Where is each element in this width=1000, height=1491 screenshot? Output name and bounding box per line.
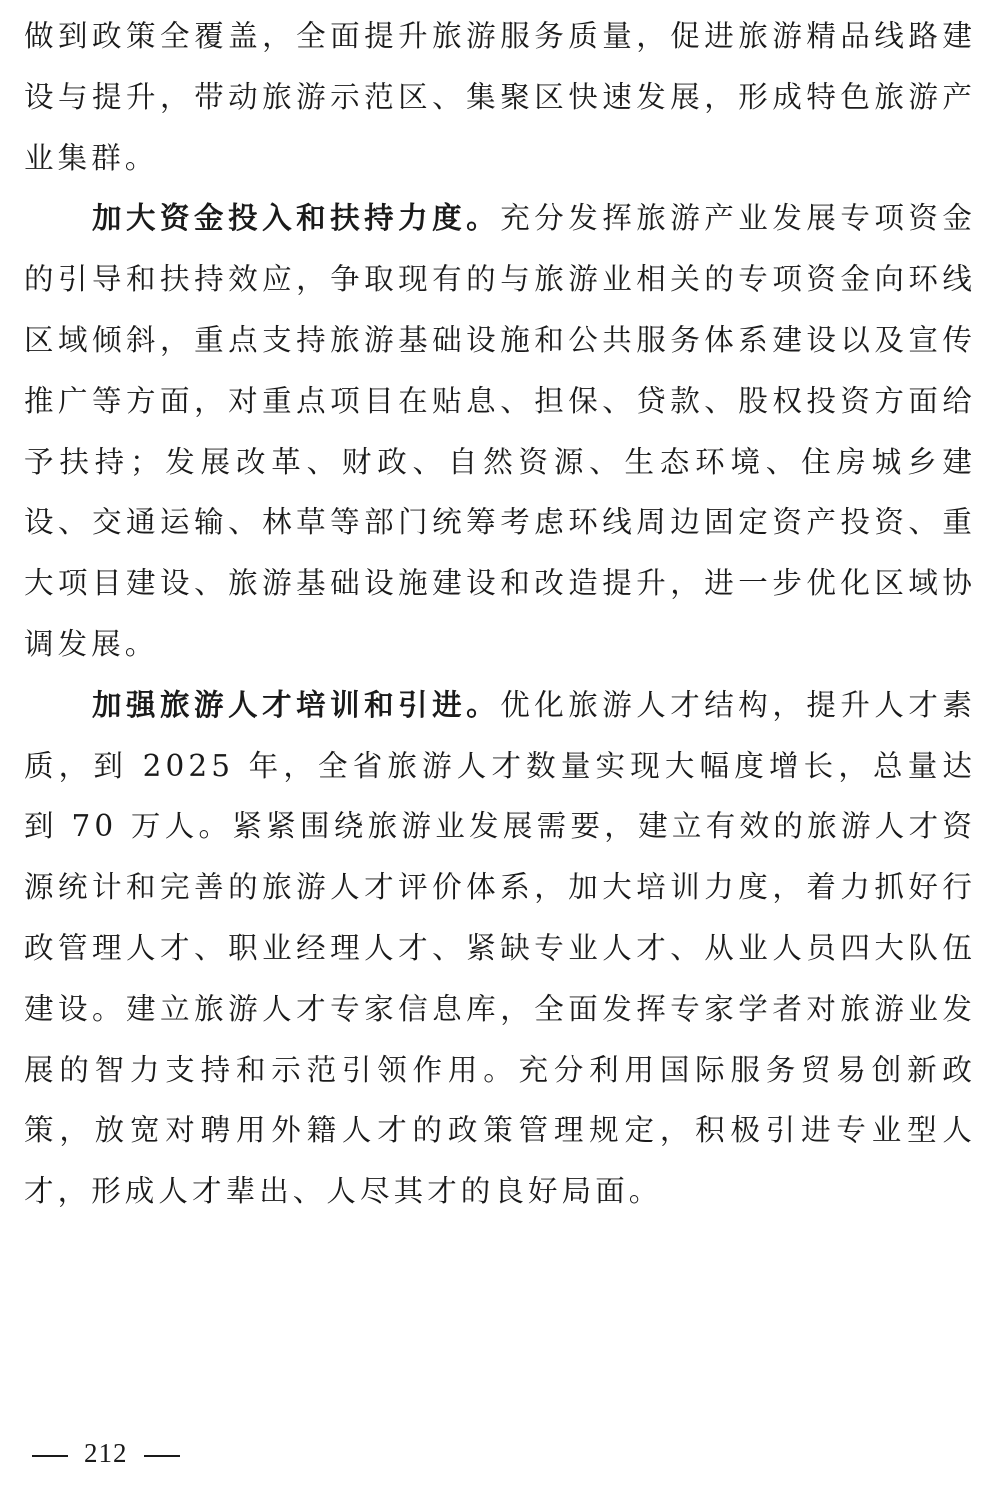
footer-dash-right [144, 1455, 180, 1457]
paragraph-lead-heading: 加大资金投入和扶持力度。 [92, 201, 501, 236]
page-footer [32, 1433, 180, 1473]
paragraph-funding [24, 188, 976, 674]
page-number: 212 [84, 1438, 128, 1468]
footer-dash-left [32, 1455, 68, 1457]
document-body [24, 6, 976, 1222]
paragraph-text: 做到政策全覆盖，全面提升旅游服务质量，促进旅游精品线路建设与提升，带动旅游示范区、集聚区快速发展，形成特色旅游产业集群。 [24, 19, 976, 175]
paragraph-text: 充分发挥旅游产业发展专项资金的引导和扶持效应，争取现有的与旅游业相关的专项资金向环线区域倾斜，重点支持旅游基础设施和公共服务体系建设以及宣传推广等方面，对重点项目在贴息、担保、贷款、股权投资方面给予扶持；发展改革、财政、自然资源、生态环境、住房城乡建设、交通运输、林草等部门统筹考虑环线周边固定资产投资、重大项目建设、旅游基础设施建设和改造提升，进一步优化区域协调发展。 [24, 201, 976, 661]
paragraph-policy-coverage [24, 6, 976, 188]
paragraph-talent [24, 675, 976, 1222]
paragraph-lead-heading: 加强旅游人才培训和引进。 [92, 687, 501, 722]
paragraph-text: 优化旅游人才结构，提升人才素质，到 2025 年，全省旅游人才数量实现大幅度增长，总量达到 70 万人。紧紧围绕旅游业发展需要，建立有效的旅游人才资源统计和完善的旅游人才评价体系，加大培训力度，着力抓好行政管理人才、职业经理人才、紧缺专业人才、从业人员四大队伍建设。建立旅游人才专家信息库，全面发挥专家学者对旅游业发展的智力支持和示范引领作用。充分利用国际服务贸易创新政策，放宽对聘用外籍人才的政策管理规定，积极引进专业型人才，形成人才辈出、人尽其才的良好局面。 [24, 687, 976, 1209]
